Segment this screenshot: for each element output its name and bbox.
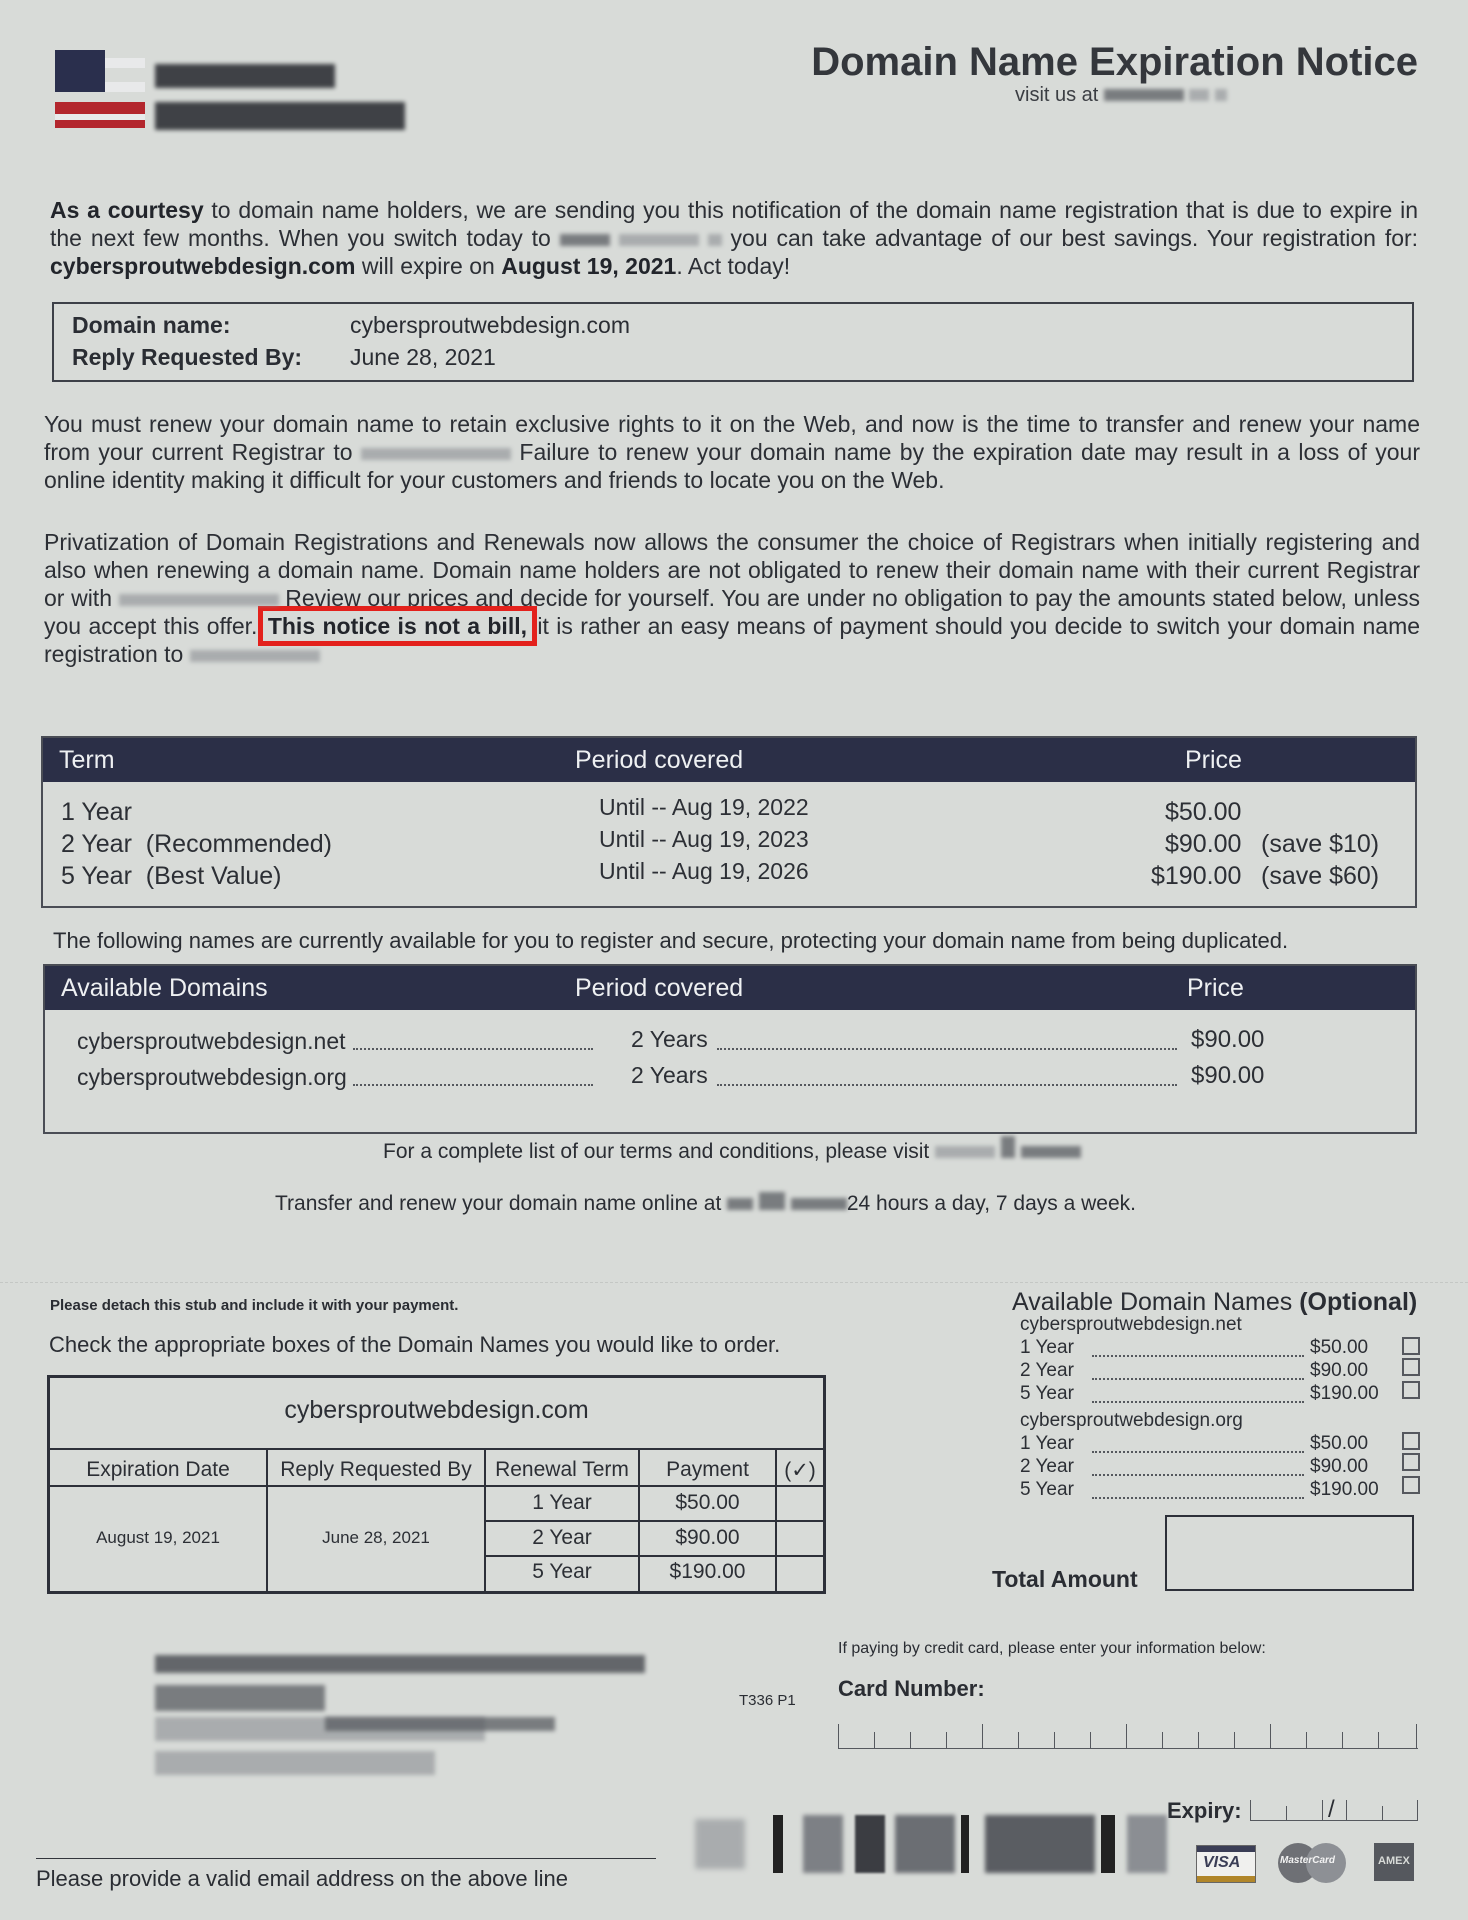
optional-net-1-price: $50.00 bbox=[1310, 1337, 1369, 1358]
term-price-table bbox=[41, 736, 1417, 908]
stub-payment-5: $190.00 bbox=[669, 1560, 746, 1583]
domain-name-value: cybersproutwebdesign.com bbox=[350, 312, 630, 338]
credit-card-intro: If paying by credit card, please enter your information below: bbox=[838, 1640, 1266, 1657]
optional-org-1-term: 1 Year bbox=[1020, 1433, 1074, 1454]
optional-net-5-checkbox[interactable] bbox=[1402, 1381, 1420, 1399]
stub-reply-header: Reply Requested By bbox=[280, 1458, 472, 1481]
stub-check-5[interactable] bbox=[777, 1558, 823, 1590]
available-domain-net: cybersproutwebdesign.net bbox=[77, 1028, 346, 1054]
term-2-price: $90.00 bbox=[1165, 830, 1242, 858]
stub-term-5: 5 Year bbox=[532, 1560, 592, 1583]
available-period-header: Period covered bbox=[575, 974, 744, 1002]
detach-line bbox=[0, 1282, 1468, 1283]
stub-term-2: 2 Year bbox=[532, 1526, 592, 1549]
available-domains-table bbox=[43, 964, 1417, 1134]
available-price-header: Price bbox=[1187, 974, 1244, 1002]
stub-domain: cybersproutwebdesign.com bbox=[284, 1396, 589, 1424]
available-price-org: $90.00 bbox=[1191, 1062, 1265, 1089]
check-instructions: Check the appropriate boxes of the Domain Names you would like to order. bbox=[49, 1332, 781, 1357]
renew-paragraph: You must renew your domain name to retain exclusive rights to it on the Web, and now is the time to transfer and renew your name from your current Registrar to Failure to renew your domain name by the expiration date may result in a loss of your online identity making it difficult for your customers and friends to locate you on the Web. bbox=[44, 411, 1421, 493]
optional-org-1-price: $50.00 bbox=[1310, 1433, 1369, 1454]
term-5-price: $190.00 bbox=[1151, 862, 1242, 890]
period-header: Period covered bbox=[575, 746, 744, 774]
optional-net-5-term: 5 Year bbox=[1020, 1383, 1074, 1404]
reply-requested-label: Reply Requested By: bbox=[72, 344, 303, 370]
stub-payment-1: $50.00 bbox=[675, 1491, 740, 1514]
term-2-save: (save $10) bbox=[1261, 830, 1380, 858]
optional-domain-org: cybersproutwebdesign.org bbox=[1020, 1410, 1243, 1431]
price-header: Price bbox=[1185, 746, 1242, 774]
company-logo bbox=[55, 50, 355, 140]
term-table-header bbox=[43, 738, 1415, 782]
stub-check-2[interactable] bbox=[777, 1523, 823, 1555]
intro-paragraph: As a courtesy to domain name holders, we are sending you this notification of the domain name registration that is due to expire in the next few months. When you switch today to you can take advantage of our best savings. Your registration for: cybersproutwebdesign.com will expire on August 19, 2021. Act today! bbox=[50, 197, 1419, 279]
term-1-period: Until -- Aug 19, 2022 bbox=[599, 794, 809, 820]
available-domains-header: Available Domains bbox=[61, 974, 268, 1002]
mastercard-icon: MasterCard bbox=[1278, 1843, 1348, 1883]
card-number-field[interactable] bbox=[838, 1718, 1418, 1749]
optional-org-1-checkbox[interactable] bbox=[1402, 1432, 1420, 1450]
optional-org-2-term: 2 Year bbox=[1020, 1456, 1074, 1477]
optional-org-5-term: 5 Year bbox=[1020, 1479, 1074, 1500]
stub-expiration-value: August 19, 2021 bbox=[96, 1528, 220, 1547]
optional-net-5-price: $190.00 bbox=[1310, 1383, 1379, 1404]
term-header: Term bbox=[59, 746, 115, 774]
terms-line: For a complete list of our terms and conditions, please visit bbox=[383, 1136, 1081, 1164]
flag-logo-icon bbox=[55, 50, 145, 130]
domain-name-label: Domain name: bbox=[72, 312, 231, 338]
visit-line: visit us at bbox=[1015, 84, 1227, 107]
expiry-label: Expiry: bbox=[1167, 1798, 1242, 1823]
term-5-period: Until -- Aug 19, 2026 bbox=[599, 858, 809, 884]
optional-net-2-checkbox[interactable] bbox=[1402, 1358, 1420, 1376]
visa-icon: VISA bbox=[1196, 1845, 1256, 1883]
available-table-header bbox=[45, 966, 1415, 1010]
total-amount-label: Total Amount bbox=[992, 1566, 1138, 1592]
amex-icon: AMEX bbox=[1374, 1843, 1414, 1881]
available-price-net: $90.00 bbox=[1191, 1026, 1265, 1053]
optional-org-5-price: $190.00 bbox=[1310, 1479, 1379, 1500]
form-code: T336 P1 bbox=[739, 1692, 796, 1709]
optional-net-1-term: 1 Year bbox=[1020, 1337, 1074, 1358]
page-title: Domain Name Expiration Notice bbox=[811, 40, 1418, 84]
total-amount-field[interactable] bbox=[1165, 1515, 1414, 1591]
term-1-price: $50.00 bbox=[1165, 798, 1242, 826]
expiry-field[interactable]: / bbox=[1250, 1796, 1418, 1821]
available-domain-org: cybersproutwebdesign.org bbox=[77, 1064, 347, 1090]
card-number-label: Card Number: bbox=[838, 1676, 985, 1701]
term-5-label: 5 Year (Best Value) bbox=[61, 862, 282, 890]
optional-org-2-price: $90.00 bbox=[1310, 1456, 1369, 1477]
stub-payment-2: $90.00 bbox=[675, 1526, 740, 1549]
stub-payment-header: Payment bbox=[666, 1458, 749, 1481]
term-2-period: Until -- Aug 19, 2023 bbox=[599, 826, 809, 852]
transfer-line: Transfer and renew your domain name online at 24 hours a day, 7 days a week. bbox=[275, 1192, 1136, 1215]
email-line[interactable] bbox=[36, 1858, 656, 1859]
stub-check-1[interactable] bbox=[777, 1488, 823, 1520]
optional-org-5-checkbox[interactable] bbox=[1402, 1476, 1420, 1494]
mailing-address bbox=[155, 1655, 655, 1785]
optional-org-2-checkbox[interactable] bbox=[1402, 1453, 1420, 1471]
available-period-org: 2 Years bbox=[631, 1062, 708, 1088]
not-a-bill-highlight: This notice is not a bill, bbox=[265, 613, 530, 639]
stub-term-1: 1 Year bbox=[532, 1491, 592, 1514]
term-2-label: 2 Year (Recommended) bbox=[61, 830, 332, 858]
available-period-net: 2 Years bbox=[631, 1026, 708, 1052]
order-stub-table bbox=[47, 1375, 826, 1594]
domain-info-box bbox=[52, 302, 1414, 382]
available-intro: The following names are currently available for you to register and secure, protecting your domain name from being duplicated. bbox=[53, 928, 1289, 953]
barcode bbox=[695, 1815, 1175, 1873]
optional-net-2-price: $90.00 bbox=[1310, 1360, 1369, 1381]
optional-net-1-checkbox[interactable] bbox=[1402, 1337, 1420, 1355]
optional-net-2-term: 2 Year bbox=[1020, 1360, 1074, 1381]
email-note: Please provide a valid email address on the above line bbox=[36, 1866, 568, 1891]
detach-note: Please detach this stub and include it with your payment. bbox=[50, 1297, 459, 1314]
reply-requested-value: June 28, 2021 bbox=[350, 344, 496, 370]
stub-term-header: Renewal Term bbox=[495, 1458, 629, 1481]
stub-check-header: (✓) bbox=[784, 1459, 816, 1482]
privatization-paragraph: Privatization of Domain Registrations and Renewals now allows the consumer the choice of Registrars when initially registering and also when renewing a domain name. Domain name holders are not obligated to renew their domain name with their current Registrar or with Review our prices and decide for yourself. You are under no obligation to pay the amounts stated below, unless you accept this offer. This notice is not a bill, it is rather an easy means of payment should you decide to switch your domain name registration to bbox=[44, 529, 1421, 667]
stub-reply-value: June 28, 2021 bbox=[322, 1528, 430, 1547]
stub-expiration-header: Expiration Date bbox=[86, 1458, 230, 1481]
term-5-save: (save $60) bbox=[1261, 862, 1380, 890]
optional-title: Available Domain Names (Optional) bbox=[1012, 1288, 1418, 1316]
optional-domain-net: cybersproutwebdesign.net bbox=[1020, 1314, 1242, 1335]
term-1-label: 1 Year bbox=[61, 798, 132, 826]
